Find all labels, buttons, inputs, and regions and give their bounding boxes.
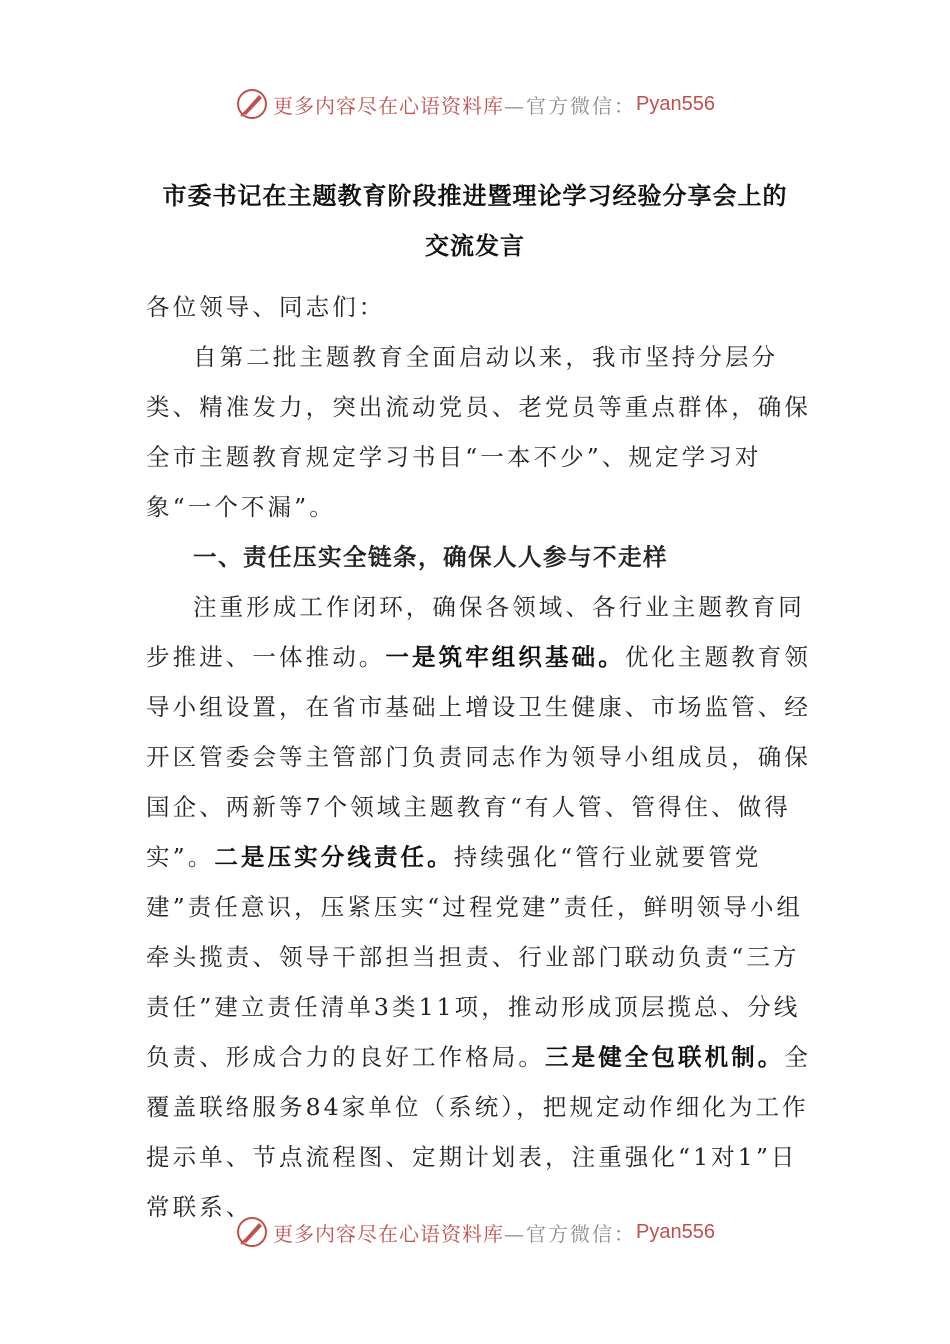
document-title-line2: 交流发言 bbox=[425, 231, 525, 260]
document-title-line1: 市委书记在主题教育阶段推进暨理论学习经验分享会上的 bbox=[162, 181, 788, 210]
point-2-heading: 二是压实分线责任。 bbox=[214, 843, 454, 871]
footer-watermark bbox=[0, 1210, 950, 1254]
quill-logo-icon bbox=[235, 87, 269, 121]
section-1-paragraph bbox=[146, 582, 816, 1232]
watermark-text: 更多内容尽在心语资料库 bbox=[273, 93, 505, 118]
section-1-lead: 注重形成工作闭环，确保各领域、各行业主题教育同步推进、一体推动。 bbox=[146, 593, 805, 671]
point-2-text: 持续强化“管行业就要管党建”责任意识，压紧压实“过程党建”责任，鲜明领导小组牵头揽责、领导干部担当担责、行业部门联动负责“三方责任”建立责任清单3类11项，推动形成顶层揽总、分线负责、形成合力的良好工作格局。 bbox=[146, 843, 804, 1071]
watermark-separator: —官方微信： bbox=[504, 93, 637, 118]
intro-paragraph: 自第二批主题教育全面启动以来，我市坚持分层分类、精准发力，突出流动党员、老党员等重点群体，确保全市主题教育规定学习书目“一本不少”、规定学习对象“一个不漏”。 bbox=[146, 343, 811, 521]
point-3-text: 全覆盖联络服务84家单位（系统），把规定动作细化为工作提示单、节点流程图、定期计划表，注重强化“1对1”日常联系、 bbox=[146, 1043, 812, 1221]
watermark-wechat-id: Pyan556 bbox=[636, 1220, 715, 1243]
header-watermark bbox=[0, 82, 950, 126]
point-3-heading: 三是健全包联机制。 bbox=[545, 1043, 785, 1071]
salutation: 各位领导、同志们： bbox=[146, 293, 386, 321]
document-body bbox=[146, 282, 816, 1232]
watermark-wechat-id: Pyan556 bbox=[636, 92, 715, 115]
section-heading-1: 一、责任压实全链条，确保人人参与不走样 bbox=[193, 543, 668, 571]
watermark-separator: —官方微信： bbox=[504, 1221, 637, 1246]
quill-logo-icon bbox=[235, 1215, 269, 1249]
watermark-text: 更多内容尽在心语资料库 bbox=[273, 1221, 505, 1246]
point-1-text: 优化主题教育领导小组设置，在省市基础上增设卫生健康、市场监管、经开区管委会等主管部门负责同志作为领导小组成员，确保国企、两新等7个领域主题教育“有人管、管得住、做得实”。 bbox=[146, 643, 812, 871]
point-1-heading: 一是筑牢组织基础。 bbox=[385, 643, 625, 671]
